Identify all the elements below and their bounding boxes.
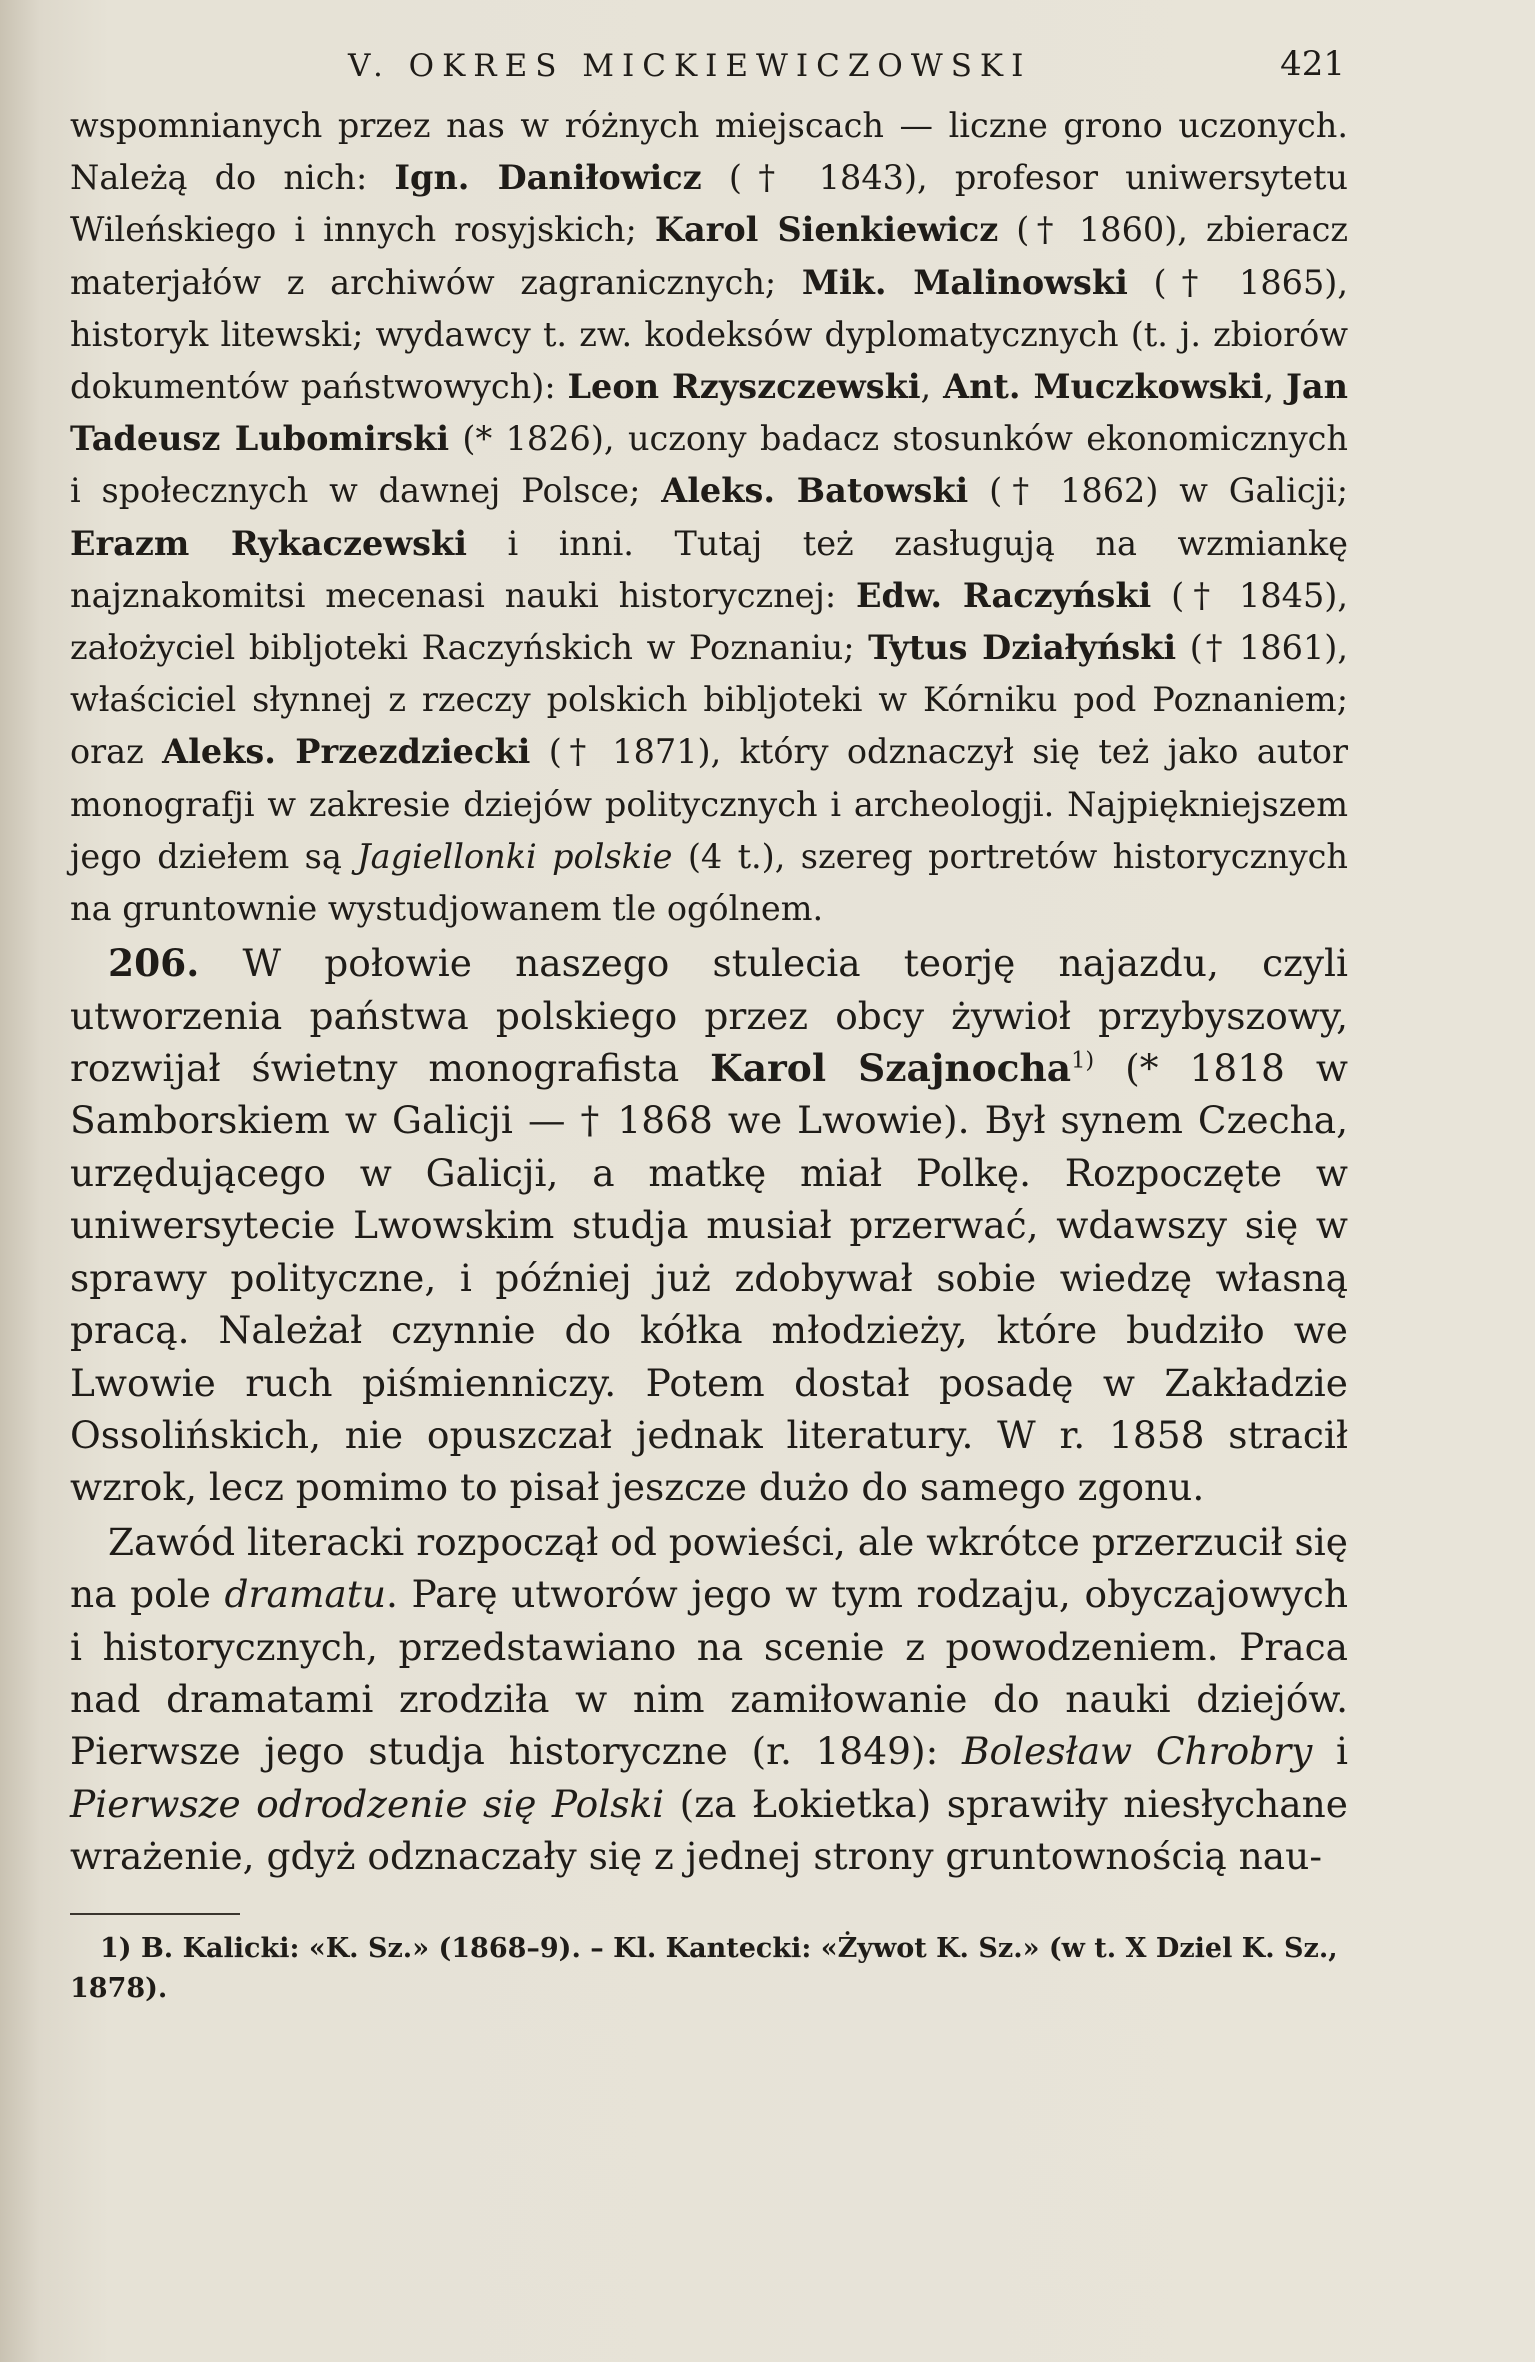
person-name: Tytus Działyński — [868, 628, 1177, 668]
person-name: Leon Rzyszczewski — [567, 367, 921, 407]
text: Zawód literacki rozpoczął od powieści, ale wkrótce przerzucił się na pole — [70, 1519, 1348, 1617]
running-title: V. OKRES MICKIEWICZOWSKI — [348, 48, 1032, 84]
text: († 1843), profesor uniwersytetu Wileńskiego i innych rosyjskich; — [70, 158, 1348, 250]
person-name: Jan Tadeusz Lubomirski — [70, 367, 1348, 459]
page-number: 421 — [1280, 44, 1345, 84]
person-name: Karol Sienkiewicz — [654, 210, 999, 250]
paragraph-scholars — [70, 100, 1348, 935]
person-name: Ant. Muczkowski — [943, 367, 1264, 407]
footnote-ref[interactable]: 1) — [1071, 1047, 1095, 1074]
text: († 1865), historyk litewski; wydawcy t. zw. kodeksów dyplomatycznych (t. j. zbiorów dokumentów państwowych): — [70, 262, 1349, 407]
person-name: Ign. Daniłowicz — [394, 158, 702, 198]
person-name: Aleks. Batowski — [661, 471, 969, 511]
text: (4 t.), szereg portretów historycznych na gruntownie wystudjowanem tle ogólnem. — [70, 836, 1348, 929]
text: († 1862) w Galicji; — [968, 471, 1349, 511]
page-body — [70, 100, 1348, 2009]
person-name: Karol Szajnocha — [710, 1046, 1072, 1091]
footnote-divider — [70, 1913, 240, 1915]
text: († 1845), założyciel bibljoteki Raczyńskich w Poznaniu; — [70, 575, 1349, 668]
text: i inni. Tutaj też zasługują na wzmiankę najznakomitsi mecenasi nauki historycznej: — [70, 523, 1348, 615]
text: (* 1826), uczony badacz stosunków ekonomicznych i społecznych w dawnej Polsce; — [70, 419, 1348, 511]
page-header — [70, 36, 1345, 96]
text: i — [1312, 1729, 1348, 1774]
work-title: Jagiellonki polskie — [357, 836, 673, 876]
work-title: Bolesław Chrobry — [961, 1729, 1313, 1774]
footnote: 1) B. Kalicki: «K. Sz.» (1868–9). – Kl. Kantecki: «Żywot K. Sz.» (w t. X Dziel K. Sz., 1878). — [70, 1932, 1338, 2004]
text: , — [920, 367, 944, 407]
emphasis: dramatu — [224, 1572, 386, 1617]
section-number: 206. — [108, 941, 200, 986]
person-name: Mik. Malinowski — [801, 262, 1128, 302]
person-name: Erazm Rykaczewski — [70, 523, 467, 563]
text: , — [1263, 367, 1287, 407]
text: . Parę utworów jego w tym rodzaju, obyczajowych i historycznych, przedstawiano na scenie z powodzeniem. Praca nad dramatami zrodziła w nim zamiłowanie do nauki dziejów. Pierwsze jego studja historyczne (r. 1849): — [70, 1572, 1348, 1774]
paragraph-career — [70, 1516, 1348, 1883]
person-name: Edw. Raczyński — [856, 575, 1152, 615]
text: († 1860), zbieracz materjałów z archiwów zagranicznych; — [70, 210, 1348, 302]
person-name: Aleks. Przezdziecki — [162, 732, 531, 772]
text: († 1861), właściciel słynnej z rzeczy polskich bibljoteki w Kórniku pod Poznaniem; oraz — [70, 628, 1348, 772]
work-title: Pierwsze odrodzenie się Polski — [70, 1781, 665, 1826]
text: (* 1818 w Samborskiem w Galicji — † 1868 we Lwowie). Był synem Czecha, urzędującego w Galicji, a matkę miał Polkę. Rozpoczęte w uniwersytecie Lwowskim studja musiał przerwać, wdawszy się w sprawy polityczne, i później już zdobywał sobie wiedzę własną pracą. Należał czynnie do kółka młodzieży, które budziło we Lwowie ruch piśmienniczy. Potem dostał posadę w Zakładzie Ossolińskich, nie opuszczał jednak literatury. W r. 1858 stracił wzrok, lecz pomimo to pisał jeszcze dużo do samego zgonu. — [70, 1046, 1348, 1510]
text: wspomnianych przez nas w różnych miejscach — liczne grono uczonych. Należą do nich: — [70, 106, 1348, 198]
text: († 1871), który odznaczył się też jako autor monografji w zakresie dziejów politycznych i archeologji. Najpiękniejszem jego dziełem są — [70, 732, 1348, 876]
text: (za Łokietka) sprawiły niesłychane wrażenie, gdyż odznaczały się z jednej strony gruntownością nau- — [70, 1781, 1348, 1879]
text: W połowie naszego stulecia teorję najazdu, czyli utworzenia państwa polskiego przez obcy żywioł przybyszowy, rozwijał świetny monografista — [70, 941, 1348, 1091]
paragraph-206 — [70, 937, 1348, 1513]
